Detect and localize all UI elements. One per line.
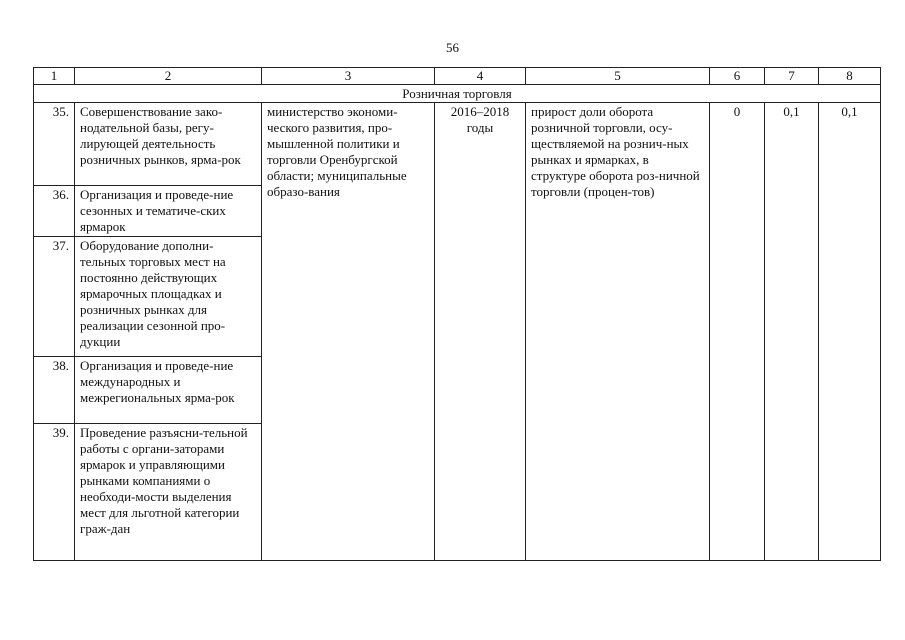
period-cell: 2016–2018 годы <box>435 103 526 561</box>
indicator-cell: прирост доли оборота розничной торговли, осу-ществляемой на рознич-ных рынках и ярмарках, в структуре оборота роз-ничной торговли (процен-тов) <box>526 103 710 561</box>
page-number: 56 <box>446 40 459 55</box>
header-cell-8: 8 <box>819 68 881 85</box>
measure-name: Организация и проведе-ние сезонных и тематиче-ских ярмарок <box>75 186 262 237</box>
value-cell-6: 0 <box>710 103 765 561</box>
value-cell-8: 0,1 <box>819 103 881 561</box>
header-cell-1: 1 <box>34 68 75 85</box>
header-cell-5: 5 <box>526 68 710 85</box>
measure-name: Совершенствование зако-нодательной базы, регу-лирующей деятельность розничных рынков, ярма-рок <box>75 103 262 186</box>
measure-name: Проведение разъясни-тельной работы с органи-заторами ярмарок и управляющими рынками компаниями о необходи-мости выделения мест для льготной категории граж-дан <box>75 424 262 561</box>
row-number: 35. <box>34 103 75 186</box>
row-number: 37. <box>34 237 75 357</box>
header-row <box>34 68 881 85</box>
table-row <box>34 103 881 186</box>
header-cell-6: 6 <box>710 68 765 85</box>
value-cell-7: 0,1 <box>765 103 819 561</box>
plan-table <box>33 67 881 561</box>
header-cell-4: 4 <box>435 68 526 85</box>
row-number: 36. <box>34 186 75 237</box>
row-number: 39. <box>34 424 75 561</box>
measure-name: Организация и проведе-ние международных и межрегиональных ярма-рок <box>75 357 262 424</box>
row-number: 38. <box>34 357 75 424</box>
section-title: Розничная торговля <box>34 85 881 103</box>
executor-cell: министерство экономи-ческого развития, про-мышленной политики и торговли Оренбургской области; муниципальные образо-вания <box>262 103 435 561</box>
section-row <box>34 85 881 103</box>
header-cell-2: 2 <box>75 68 262 85</box>
header-cell-3: 3 <box>262 68 435 85</box>
measure-name: Оборудование дополни-тельных торговых мест на постоянно действующих ярмарочных площадках и розничных рынках для реализации сезонной про-дукции <box>75 237 262 357</box>
header-cell-7: 7 <box>765 68 819 85</box>
